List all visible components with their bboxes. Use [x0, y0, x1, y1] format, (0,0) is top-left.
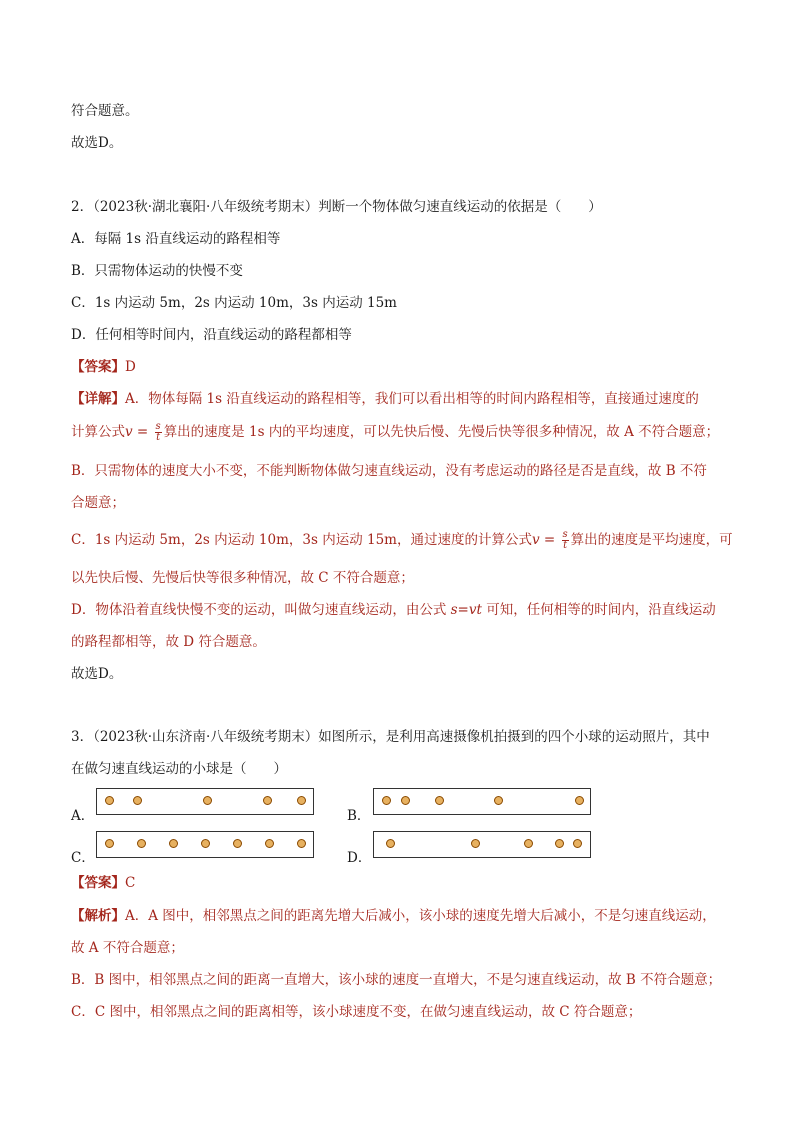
- detail-tag: 【详解】: [71, 391, 125, 407]
- formula-v: v: [125, 424, 133, 440]
- photo-a: [96, 788, 314, 815]
- q3-stem-line1: 3．（2023秋·山东济南·八年级统考期末）如图所示，是利用高速摄像机拍摄到的四个小球的运动照片，其中: [71, 729, 710, 745]
- ball: [233, 839, 242, 848]
- fraction-denominator: t: [156, 432, 161, 443]
- photo-c: [96, 831, 314, 858]
- detail-d1-pre: D．物体沿着直线快慢不变的运动，叫做匀速直线运动，由公式: [71, 602, 451, 618]
- fraction-numerator-2: s: [562, 529, 568, 540]
- ball: [297, 796, 306, 805]
- ball: [575, 796, 584, 805]
- q1-tail-text: 符合题意。: [71, 103, 139, 119]
- ball: [133, 796, 142, 805]
- q2-detail-b-line2: 合题意；: [71, 495, 125, 511]
- q2-answer: [71, 357, 136, 377]
- q3-analysis-c: C．C 图中，相邻黑点之间的距离相等，该小球速度不变，在做匀速直线运动，故 C 符合题意；: [71, 1004, 642, 1020]
- q3-analysis-a-line2: 故 A 不符合题意；: [71, 940, 184, 956]
- answer-tag: 【答案】: [71, 359, 125, 375]
- ball: [382, 796, 391, 805]
- ball: [105, 796, 114, 805]
- photo-b: [373, 788, 591, 815]
- ball: [105, 839, 114, 848]
- q2-detail-c-line2: 以先快后慢、先慢后快等很多种情况，故 C 不符合题意；: [71, 570, 414, 586]
- q1-conclusion: 故选D。: [71, 135, 123, 151]
- ball: [297, 839, 306, 848]
- q2-detail-d-line2: 的路程都相等，故 D 符合题意。: [71, 634, 266, 650]
- q3-analysis-a-line1: [71, 906, 716, 926]
- ball: [573, 839, 582, 848]
- photo-label-a: A．: [71, 808, 95, 824]
- q2-stem: 2．（2023秋·湖北襄阳·八年级统考期末）判断一个物体做匀速直线运动的依据是（ ）: [71, 199, 602, 215]
- answer-value: D: [125, 359, 136, 375]
- ball: [555, 839, 564, 848]
- ball: [471, 839, 480, 848]
- q2-detail-a-line1: [71, 389, 699, 409]
- fraction-denominator-2: t: [563, 540, 568, 551]
- detail-a-text: A．物体每隔 1s 沿直线运动的路程相等，我们可以看出相等的时间内路程相等，直接通过速度的: [125, 391, 699, 407]
- formula-eq-2: =: [539, 532, 560, 548]
- photo-label-c: C．: [71, 850, 95, 866]
- photo-d: [373, 831, 591, 858]
- detail-a2-post: 算出的速度是 1s 内的平均速度，可以先快后慢、先慢后快等很多种情况，故 A 不符合题意；: [163, 424, 720, 440]
- fraction-numerator: s: [155, 421, 161, 432]
- analysis-tag: 【解析】: [71, 908, 125, 924]
- ball: [386, 839, 395, 848]
- analysis-a-text: A．A 图中，相邻黑点之间的距离先增大后减小，该小球的速度先增大后减小，不是匀速直线运动，: [125, 908, 716, 924]
- q2-conclusion: 故选D。: [71, 666, 123, 682]
- q2-detail-b-line1: B．只需物体的速度大小不变，不能判断物体做匀速直线运动，没有考虑运动的路径是否是直线，故 B 不符: [71, 463, 707, 479]
- formula-eq: =: [132, 424, 153, 440]
- q2-detail-d-line1: [71, 600, 716, 620]
- answer-tag: 【答案】: [71, 875, 125, 891]
- photo-label-d: D．: [347, 850, 372, 866]
- formula-v-2: v: [531, 532, 540, 548]
- q2-option-b: B．只需物体运动的快慢不变: [71, 263, 243, 279]
- photo-label-b: B．: [347, 808, 371, 824]
- formula-fraction-2: [562, 530, 569, 551]
- q2-detail-c-line1: [71, 530, 733, 551]
- detail-d1-post: 可知，任何相等的时间内，沿直线运动: [481, 602, 716, 618]
- formula-svt: s=vt: [450, 602, 482, 618]
- q2-detail-a-line2: [71, 422, 719, 443]
- ball: [263, 796, 272, 805]
- q2-option-d: D．任何相等时间内，沿直线运动的路程都相等: [71, 327, 352, 343]
- q3-answer: [71, 873, 135, 893]
- ball: [401, 796, 410, 805]
- ball: [137, 839, 146, 848]
- detail-a2-pre: 计算公式: [71, 424, 125, 440]
- q2-option-a: A．每隔 1s 沿直线运动的路程相等: [71, 231, 281, 247]
- detail-c1-post: 算出的速度是平均速度，可: [570, 532, 733, 548]
- ball: [435, 796, 444, 805]
- ball: [201, 839, 210, 848]
- ball: [169, 839, 178, 848]
- ball: [265, 839, 274, 848]
- q3-stem-line2: 在做匀速直线运动的小球是（ ）: [71, 761, 287, 777]
- q2-option-c: C．1s 内运动 5m，2s 内运动 10m，3s 内运动 15m: [71, 295, 397, 311]
- answer-value: C: [125, 875, 136, 891]
- ball: [494, 796, 503, 805]
- detail-c1-pre: C．1s 内运动 5m，2s 内运动 10m，3s 内运动 15m，通过速度的计算公式: [71, 532, 532, 548]
- formula-fraction: [155, 422, 162, 443]
- q3-analysis-b: B．B 图中，相邻黑点之间的距离一直增大，该小球的速度一直增大，不是匀速直线运动，故 B 不符合题意；: [71, 972, 722, 988]
- ball: [524, 839, 533, 848]
- ball: [203, 796, 212, 805]
